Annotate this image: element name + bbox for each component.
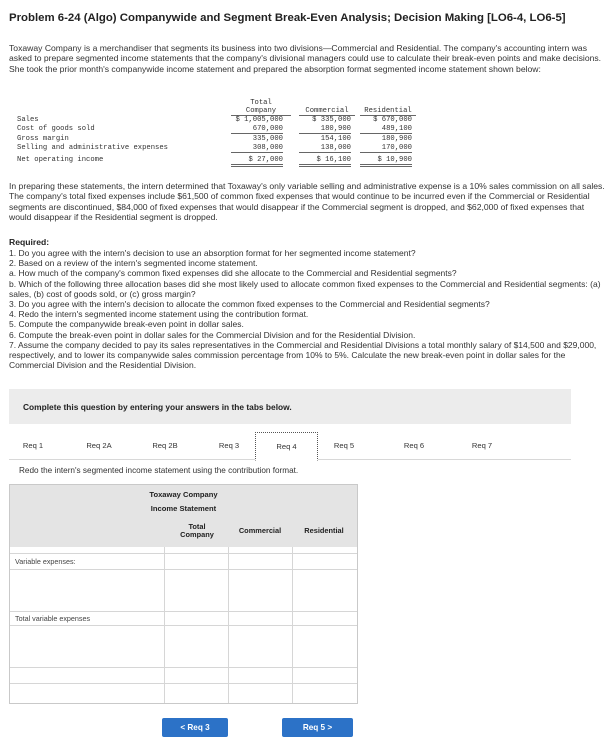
cell-commercial: $ 335,000	[312, 116, 351, 124]
cell-commercial: $ 16,100	[299, 156, 351, 167]
grid-row-line	[10, 553, 357, 554]
cell-total: 308,000	[231, 144, 283, 153]
tab-req-4[interactable]: Req 4	[255, 432, 318, 461]
cell-residential: $ 670,000	[373, 116, 412, 124]
tab-bar	[9, 432, 571, 460]
prev-req-button[interactable]: < Req 3	[162, 718, 228, 737]
list-item: 4. Redo the intern's segmented income statement using the contribution format.	[9, 309, 309, 320]
tab-req-2a[interactable]: Req 2A	[86, 441, 112, 450]
header-company: Company	[231, 107, 291, 116]
cell-commercial: 138,000	[299, 144, 351, 153]
list-item: 1. Do you agree with the intern's decision to use an absorption format for her segmented income statement?	[9, 248, 416, 258]
page-title: Problem 6-24 (Algo) Companywide and Segment Break-Even Analysis; Decision Making [LO6-4, LO6-5]	[9, 12, 566, 24]
required-heading: Required:	[9, 237, 50, 247]
list-item: a. How much of the company's common fixed expenses did she allocate to the Commercial and Residential segments?	[9, 268, 457, 279]
header-commercial: Commercial	[299, 107, 355, 116]
intro-paragraph: Toxaway Company is a merchandiser that segments its business into two divisions—Commercial and Residential. The company's accounting intern was asked to prepare segmented income statements that the company's divisional managers could use to calculate their break-even points and make decisions. She took the prior month's companywide income statement and prepared the absorption format segmented income statement shown below:	[9, 43, 602, 74]
row-variable-expenses: Variable expenses:	[15, 557, 76, 566]
tab-req-6[interactable]: Req 6	[403, 441, 425, 450]
contribution-income-statement-grid	[9, 484, 358, 704]
list-item: 6. Compute the break-even point in dollar sales for the Commercial Division and for the Residential Division.	[9, 329, 416, 340]
tab-req-2b[interactable]: Req 2B	[152, 441, 178, 450]
intern-income-statement	[17, 99, 417, 174]
cell-total: 670,000	[231, 125, 283, 134]
list-item: b. Which of the following three allocation bases did she most likely used to allocate common fixed expenses to the Commercial and Residential segments: (a) sales, (b) cost of goods sold, or (c) gross margin?	[9, 278, 601, 299]
list-item: 3. Do you agree with the intern's decision to allocate the common fixed expenses to the Commercial and Residential segments?	[9, 299, 490, 310]
cell-total: $ 27,000	[231, 156, 283, 167]
cell-total: $ 1,005,000	[235, 116, 283, 124]
tab-req-3[interactable]: Req 3	[218, 441, 240, 450]
row-label: Net operating income	[17, 156, 104, 164]
col-total-line2: Company	[180, 530, 214, 539]
row-label: Gross margin	[17, 135, 69, 143]
next-req-button[interactable]: Req 5 >	[282, 718, 353, 737]
col-residential: Residential	[304, 526, 344, 535]
cell-commercial: 154,100	[320, 135, 351, 143]
grid-row-line	[10, 667, 357, 668]
grid-statement-title: Income Statement	[150, 504, 217, 513]
row-label: Sales	[17, 116, 39, 124]
header-residential: Residential	[360, 107, 416, 116]
list-item: 7. Assume the company decided to pay its sales representatives in the Commercial and Residential Divisions a total monthly salary of $14,500 and $29,000, respectively, and to lower its companywide sales commission percentage from 10% to 5%. Calculate the new break-even point in dollar sales for the Commercial Division and the Residential Division.	[9, 339, 597, 371]
col-commercial: Commercial	[238, 526, 282, 535]
cell-residential: 180,900	[381, 135, 412, 143]
required-list	[9, 248, 607, 370]
cell-residential: 489,100	[360, 125, 412, 134]
grid-row-line	[10, 625, 357, 626]
grid-row-line	[10, 611, 357, 612]
grid-company-name: Toxaway Company	[149, 490, 218, 499]
instructions-banner	[9, 389, 571, 424]
tab-req-5[interactable]: Req 5	[333, 441, 355, 450]
col-total-company	[167, 523, 227, 539]
cell-residential: 170,000	[360, 144, 412, 153]
grid-row-line	[10, 683, 357, 684]
list-item: 2. Based on a review of the intern's segmented income statement.	[9, 258, 258, 269]
grid-row-line	[10, 569, 357, 570]
cell-commercial: 180,900	[299, 125, 351, 134]
row-label: Selling and administrative expenses	[17, 144, 168, 152]
assumptions-paragraph: In preparing these statements, the intern determined that Toxaway's only variable selling and administrative expense is a 10% sales commission on all sales. The company's total fixed expenses include $61,500 of common fixed expenses that would continue to be incurred even if the Commercial or Residential segments are discontinued, $84,000 of fixed expenses that would disappear if the Commercial segment is dropped, and $62,000 of fixed expenses that would disappear if the Residential segment is dropped.	[9, 181, 605, 222]
list-item: 5. Compute the companywide break-even point in dollar sales.	[9, 319, 244, 330]
tab-instruction: Redo the intern's segmented income statement using the contribution format.	[19, 466, 299, 475]
tab-req-1[interactable]: Req 1	[22, 441, 44, 450]
tab-req-7[interactable]: Req 7	[471, 441, 493, 450]
banner-text: Complete this question by entering your answers in the tabs below.	[23, 402, 292, 412]
cell-residential: $ 10,900	[360, 156, 412, 167]
row-total-variable-expenses: Total variable expenses	[15, 614, 91, 623]
cell-total: 335,000	[252, 135, 283, 143]
row-label: Cost of goods sold	[17, 125, 95, 133]
col-total-line1: Total	[188, 522, 206, 531]
header-total: Total	[250, 99, 272, 107]
